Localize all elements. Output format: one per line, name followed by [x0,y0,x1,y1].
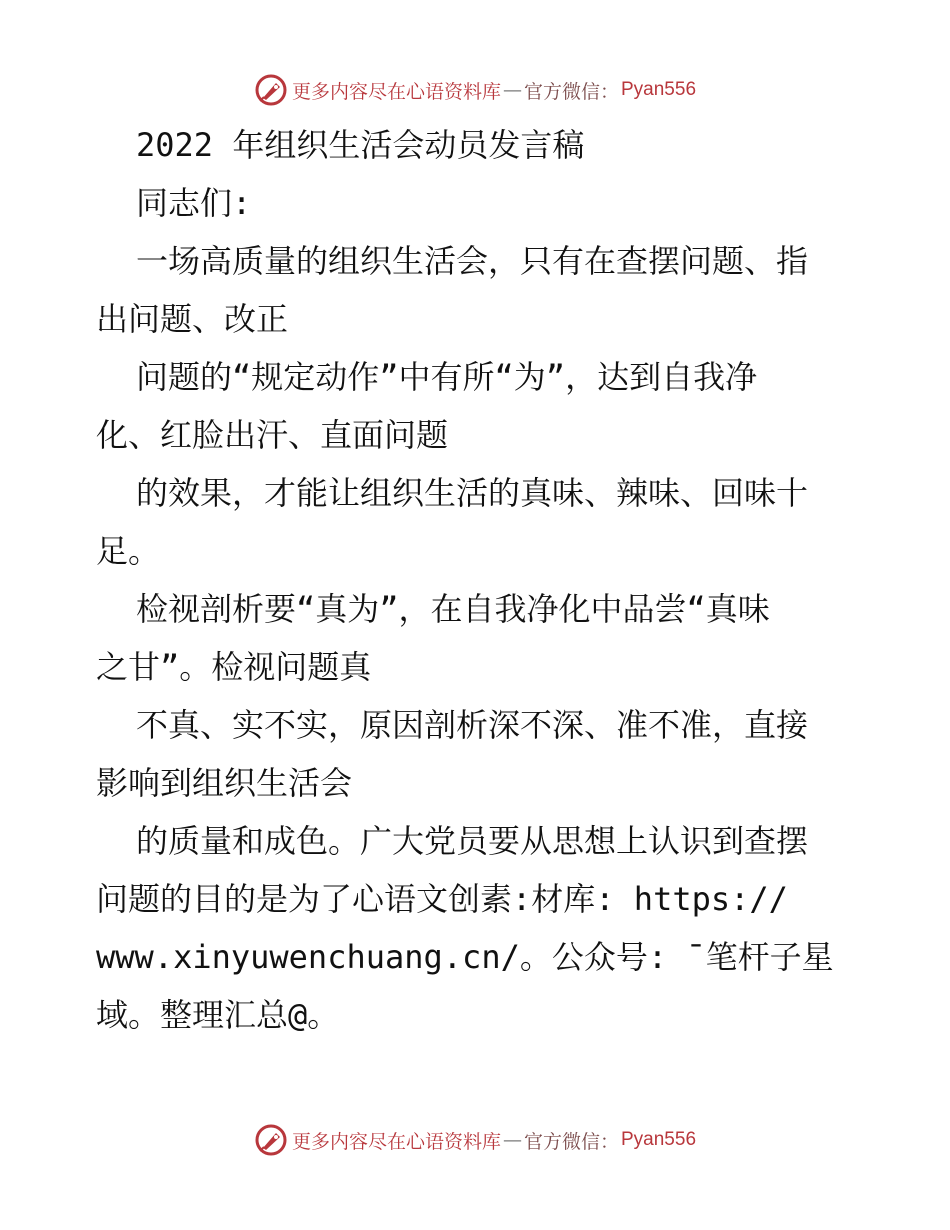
pen-nib-logo-icon [254,1123,288,1157]
header-wechat-label: 官方微信： [523,80,619,103]
footer-site-text: 更多内容尽在心语资料库 [291,1130,501,1153]
body-line: 检视剖析要“真为”，在自我净化中品尝“真味 [136,590,770,628]
body-line: www.xinyuwenchuang.cn/。公众号: ¯笔杆子星 [96,938,834,976]
footer-wechat-account: Pyan556 [621,1129,697,1150]
salutation: 同志们: [136,184,252,222]
body-line: 域。整理汇总@。 [96,996,340,1034]
footer-wechat-label: 官方微信： [523,1130,619,1153]
body-line: 一场高质量的组织生活会，只有在查摆问题、指 [136,242,809,280]
pen-nib-logo-icon [254,73,288,107]
body-line: 之甘”。检视问题真 [96,648,372,686]
body-line: 的质量和成色。广大党员要从思想上认识到查摆 [136,822,809,860]
body-line: 不真、实不实，原因剖析深不深、准不准，直接 [136,706,809,744]
body-line: 问题的“规定动作”中有所“为”，达到自我净 [136,358,758,396]
body-line: 问题的目的是为了心语文创素:材库: https:// [96,880,788,918]
body-line: 影响到组织生活会 [96,764,353,802]
body-line: 出问题、改正 [96,300,289,338]
footer-separator: — [502,1129,522,1151]
document-body [96,116,866,1044]
body-line: 化、红脸出汗、直面问题 [96,416,449,454]
header-separator: — [502,79,522,101]
header-wechat-account: Pyan556 [621,79,697,100]
document-title: 2022 年组织生活会动员发言稿 [136,126,585,164]
footer-banner [0,1120,950,1160]
header-banner [0,70,950,110]
header-site-text: 更多内容尽在心语资料库 [291,80,501,103]
body-line: 的效果，才能让组织生活的真味、辣味、回味十 [136,474,809,512]
body-line: 足。 [96,532,161,570]
